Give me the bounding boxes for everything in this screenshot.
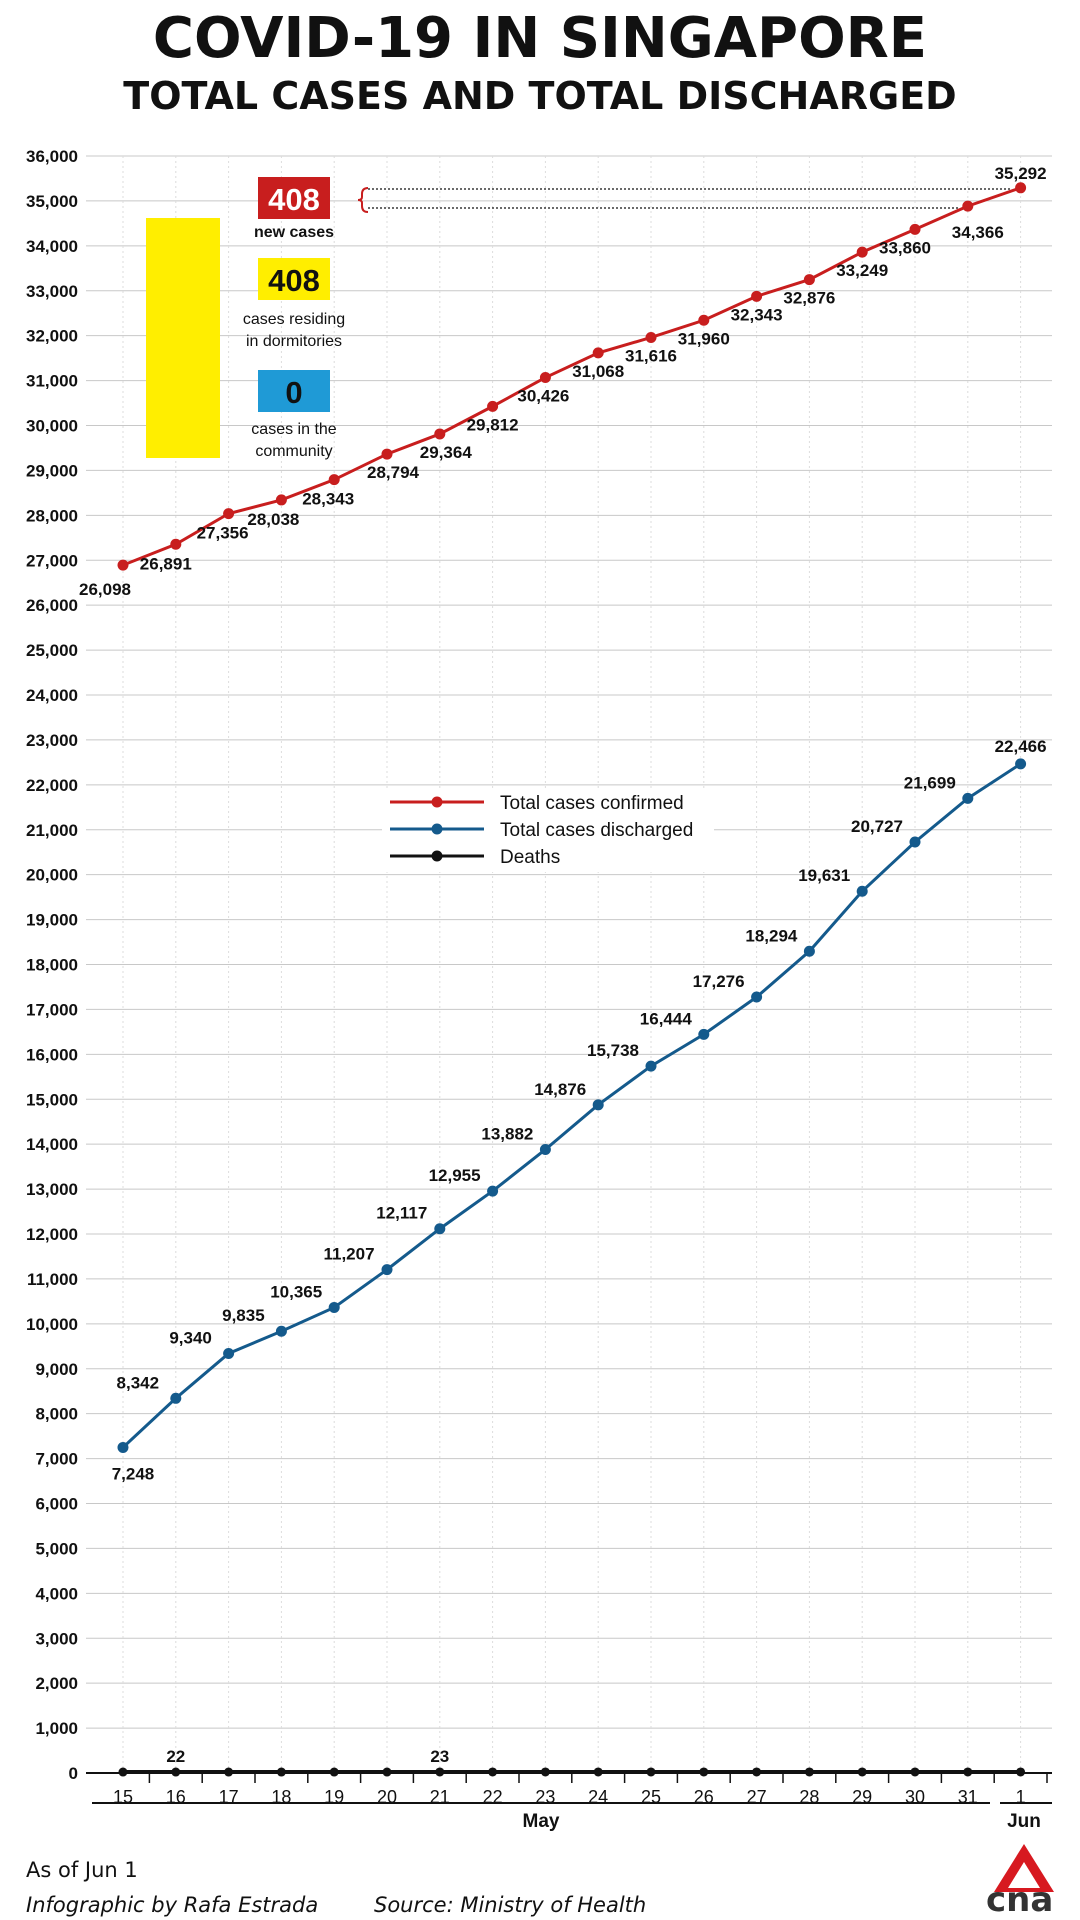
y-tick-label: 25,000 [26,641,78,661]
discharged-value-label: 15,738 [587,1041,639,1061]
deaths-point [541,1767,550,1776]
y-tick-label: 8,000 [35,1404,78,1424]
confirmed-value-label: 32,876 [783,288,836,308]
y-tick-label: 1,000 [35,1719,78,1739]
x-tick-label: 29 [852,1787,873,1807]
confirmed-point [698,315,709,326]
x-tick-label: 22 [482,1787,503,1807]
confirmed-value-label: 34,366 [951,223,1004,243]
yellow-highlight-bar [146,218,220,458]
confirmed-point [434,428,445,439]
y-tick-label: 27,000 [26,551,78,571]
discharged-value-label: 12,955 [428,1166,481,1186]
deaths-point [330,1768,339,1777]
discharged-value-label: 9,340 [169,1328,212,1348]
community-cases-label: cases in the [251,421,337,438]
x-tick-label: 15 [112,1787,134,1807]
confirmed-value-label: 29,812 [466,415,519,435]
discharged-point [646,1061,657,1072]
y-tick-label: 3,000 [35,1629,78,1649]
deaths-point [805,1767,814,1776]
deaths-point [488,1767,497,1776]
confirmed-value-label: 26,891 [139,554,192,574]
confirmed-point [276,494,287,505]
y-tick-label: 36,000 [26,147,78,166]
y-tick-label: 28,000 [26,506,78,526]
confirmed-value-label: 33,860 [879,238,931,258]
dorm-cases-value: 408 [268,263,320,298]
discharged-point [698,1029,709,1040]
legend-entry: Deaths [500,847,561,868]
discharged-value-label: 13,882 [481,1124,534,1144]
legend-marker [432,851,443,862]
y-tick-label: 18,000 [26,955,78,975]
confirmed-value-label: 27,356 [196,523,249,543]
deaths-point [224,1768,233,1777]
discharged-value-label: 19,631 [798,866,851,886]
x-tick-label: 26 [693,1787,714,1807]
deaths-point [383,1768,392,1777]
y-tick-label: 6,000 [35,1494,78,1514]
confirmed-value-label: 28,343 [302,489,355,509]
discharged-point [962,793,973,804]
x-tick-label: 23 [535,1787,556,1807]
y-tick-label: 33,000 [26,281,78,301]
legend-entry: Total cases discharged [500,820,694,841]
community-cases-value: 0 [285,375,303,410]
dorm-cases-label: cases residing [242,311,346,328]
confirmed-point [646,332,657,343]
y-tick-label: 15,000 [26,1090,78,1110]
discharged-value-label: 11,207 [323,1244,375,1264]
y-tick-label: 12,000 [26,1225,78,1244]
y-tick-label: 35,000 [26,191,78,211]
deaths-value-label: 22 [166,1747,186,1767]
confirmed-value-label: 31,960 [677,329,730,349]
discharged-point [910,837,921,848]
month-label-may: May [522,1811,560,1832]
as-of-date: As of Jun 1 [26,1858,138,1882]
x-tick-label: 19 [324,1787,345,1807]
discharged-value-label: 7,248 [111,1464,155,1484]
deaths-point [1016,1767,1025,1776]
deaths-point [699,1767,708,1776]
discharged-point [170,1393,181,1404]
confirmed-point [487,401,498,412]
x-tick-label: 30 [904,1787,926,1807]
discharged-point [382,1264,393,1275]
discharged-point [1015,758,1026,769]
discharged-value-label: 14,876 [534,1079,587,1099]
discharged-point [434,1223,445,1234]
dorm-cases-label: in dormitories [245,333,343,350]
x-tick-label: 24 [588,1787,609,1807]
deaths-point [119,1768,128,1777]
discharged-point [487,1186,498,1197]
confirmed-point [540,372,551,383]
y-tick-label: 17,000 [26,1000,78,1020]
x-tick-label: 20 [376,1787,398,1807]
deaths-point [858,1767,867,1776]
deaths-point [435,1767,444,1776]
y-tick-label: 16,000 [26,1045,78,1065]
y-tick-label: 7,000 [35,1449,78,1469]
y-tick-label: 24,000 [26,686,78,705]
confirmed-point [751,291,762,302]
x-tick-label: 16 [165,1787,186,1807]
y-tick-label: 13,000 [26,1180,78,1200]
legend-marker [432,797,443,808]
confirmed-value-label: 33,249 [836,261,889,281]
cna-logo-text: cna [986,1880,1054,1920]
confirmed-point [910,224,921,235]
x-tick-label: 18 [271,1787,292,1807]
discharged-value-label: 12,117 [376,1203,428,1223]
confirmed-value-label: 28,038 [247,509,300,529]
new-cases-label: new cases [253,224,335,241]
bracket-icon [358,188,368,212]
y-tick-label: 14,000 [26,1135,78,1155]
new-cases-value: 408 [268,182,320,217]
x-tick-label: 31 [957,1787,978,1807]
y-tick-label: 20,000 [26,865,78,885]
x-tick-label: 21 [429,1787,450,1807]
discharged-point [118,1442,129,1453]
y-tick-label: 10,000 [26,1314,78,1334]
confirmed-point [962,201,973,212]
y-tick-label: 2,000 [35,1674,78,1694]
y-tick-label: 4,000 [35,1584,78,1604]
y-tick-label: 22,000 [26,775,78,795]
x-tick-label: 17 [218,1787,239,1807]
y-tick-label: 23,000 [26,730,78,750]
legend-marker [432,824,443,835]
discharged-point [329,1302,340,1313]
discharged-value-label: 8,342 [116,1373,160,1393]
discharged-point [223,1348,234,1359]
deaths-point [277,1768,286,1777]
discharged-value-label: 17,276 [692,972,745,992]
confirmed-value-label: 26,098 [79,580,131,600]
confirmed-point [118,560,129,571]
discharged-point [751,992,762,1003]
confirmed-value-label: 28,794 [367,463,419,483]
confirmed-point [1015,182,1026,193]
y-tick-label: 32,000 [26,326,78,346]
deaths-point [911,1767,920,1776]
source-note: Source: Ministry of Health [374,1893,647,1917]
deaths-value-label: 23 [430,1746,450,1766]
y-tick-label: 30,000 [26,416,78,436]
confirmed-point [382,449,393,460]
confirmed-point [593,347,604,358]
confirmed-point [223,508,234,519]
confirmed-value-label: 31,068 [572,361,625,381]
x-tick-label: 28 [799,1787,820,1807]
chart-subtitle: TOTAL CASES AND TOTAL DISCHARGED [123,74,957,118]
discharged-value-label: 16,444 [639,1009,692,1029]
deaths-point [171,1768,180,1777]
discharged-point [593,1099,604,1110]
deaths-point [594,1767,603,1776]
confirmed-point [170,539,181,550]
confirmed-value-label: 31,616 [625,346,677,366]
y-tick-label: 19,000 [26,910,78,930]
discharged-value-label: 22,466 [994,736,1047,756]
infographic-credit: Infographic by Rafa Estrada [26,1893,319,1917]
y-tick-label: 9,000 [35,1359,78,1379]
discharged-value-label: 18,294 [745,926,798,946]
y-tick-label: 5,000 [35,1539,78,1559]
confirmed-value-label: 35,292 [994,163,1047,183]
discharged-value-label: 21,699 [903,773,956,793]
confirmed-point [329,474,340,485]
y-tick-label: 34,000 [26,236,78,256]
x-tick-label: 25 [640,1787,662,1807]
confirmed-value-label: 32,343 [730,305,783,325]
y-tick-label: 31,000 [26,371,78,391]
confirmed-value-label: 30,426 [517,386,570,406]
chart-title: COVID-19 IN SINGAPORE [152,6,928,71]
y-tick-label: 29,000 [26,461,78,481]
community-cases-label: community [255,443,333,460]
confirmed-value-label: 29,364 [419,442,472,462]
legend-entry: Total cases confirmed [500,793,684,814]
y-tick-label: 11,000 [26,1269,78,1289]
x-tick-label: 1 [1015,1787,1026,1807]
discharged-value-label: 20,727 [851,817,903,837]
discharged-point [857,886,868,897]
y-tick-label: 26,000 [26,596,78,616]
confirmed-point [804,274,815,285]
y-tick-label: 21,000 [26,820,78,840]
deaths-point [963,1767,972,1776]
confirmed-point [857,247,868,258]
discharged-value-label: 9,835 [222,1306,265,1326]
x-tick-label: 27 [746,1787,767,1807]
deaths-point [647,1767,656,1776]
discharged-point [540,1144,551,1155]
y-tick-label: 0 [68,1764,78,1783]
deaths-point [752,1767,761,1776]
month-label-jun: Jun [1007,1811,1041,1832]
discharged-point [804,946,815,957]
discharged-value-label: 10,365 [270,1282,323,1302]
discharged-point [276,1326,287,1337]
